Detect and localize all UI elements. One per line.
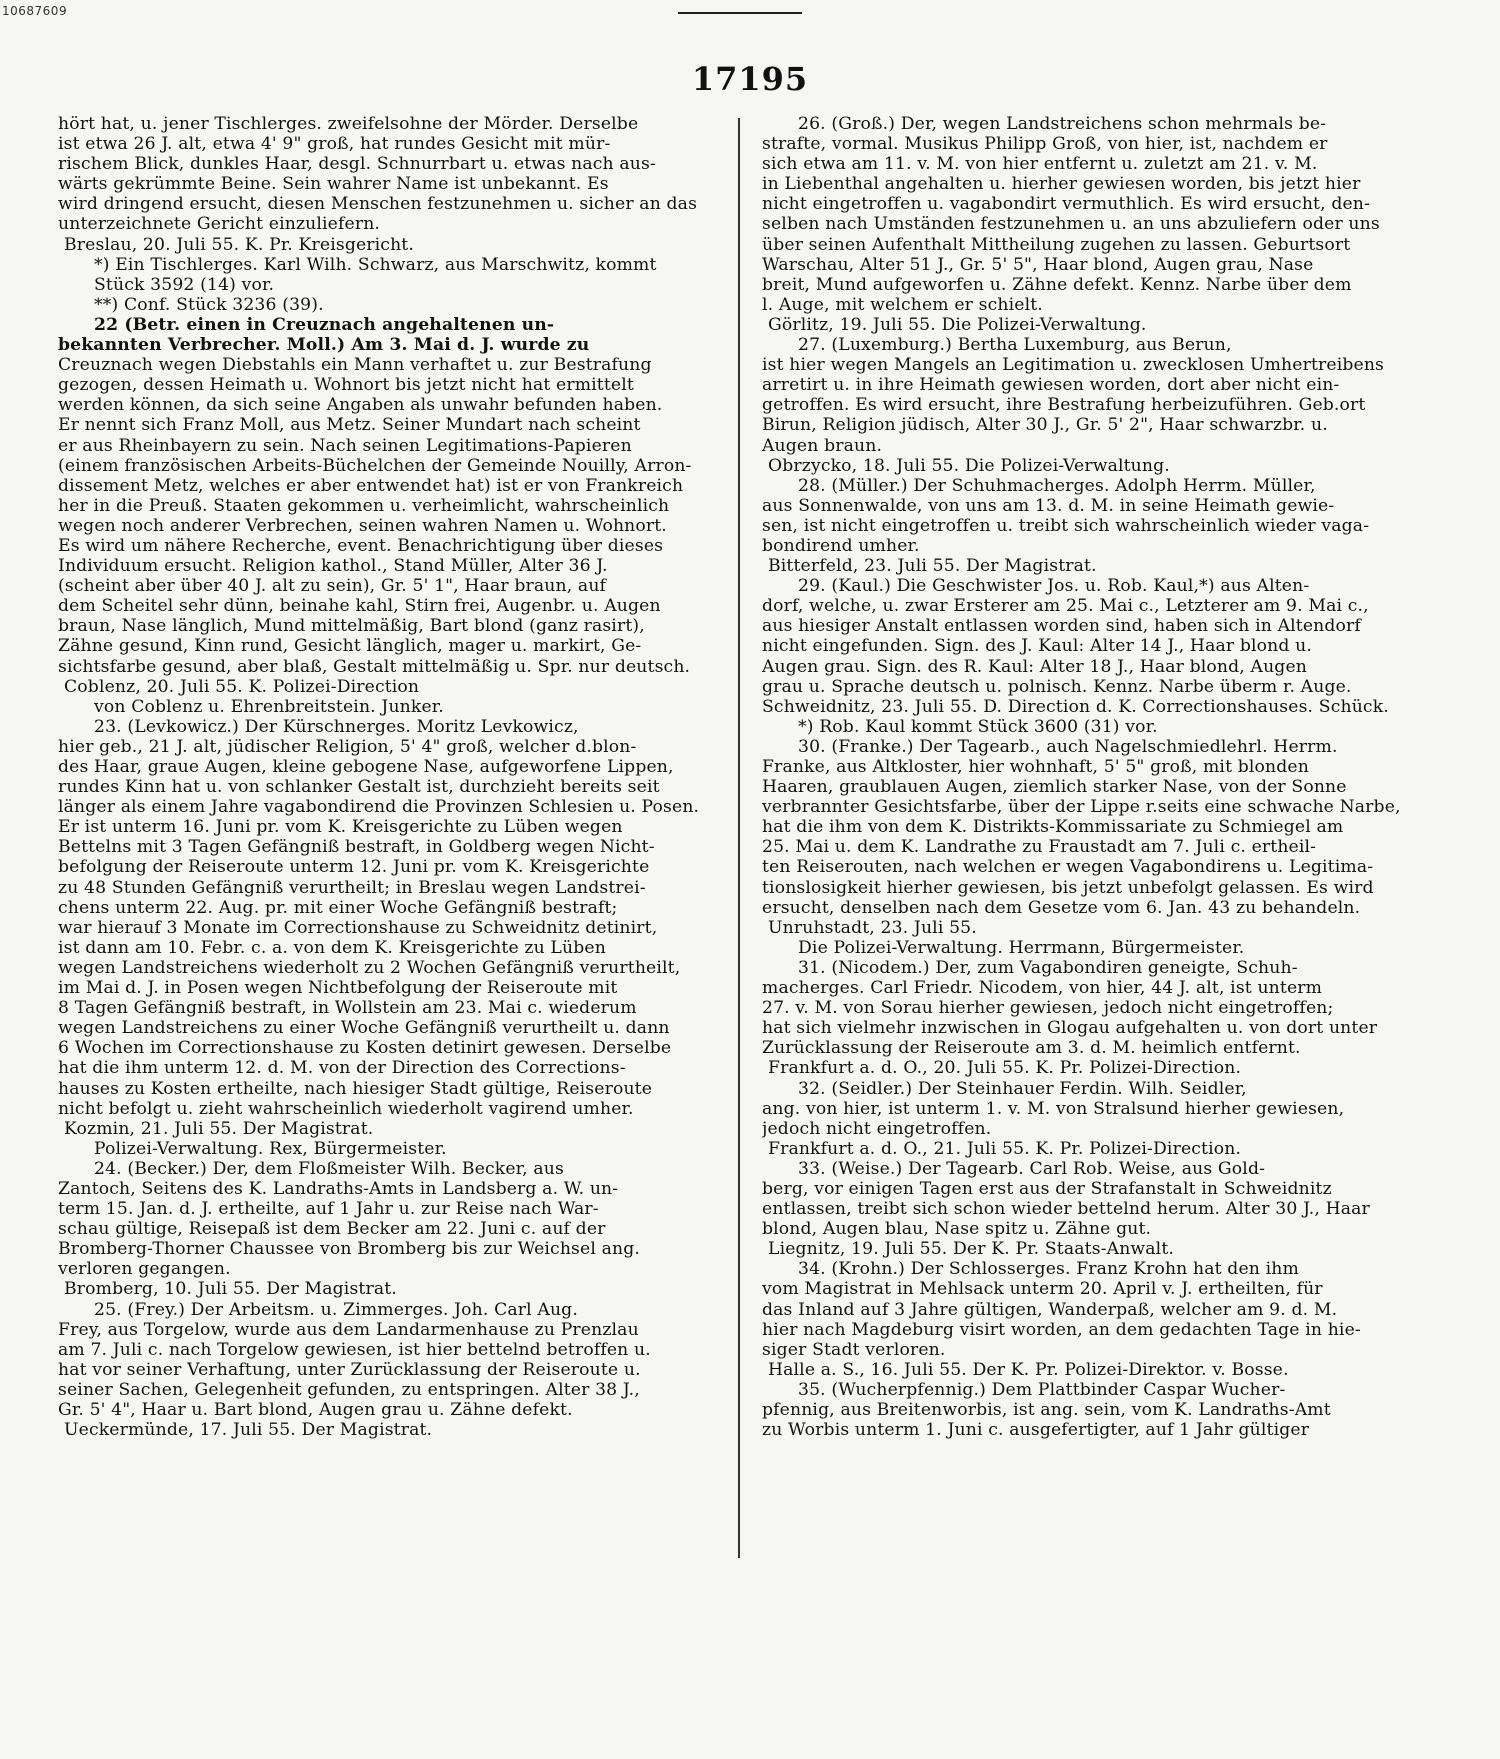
text-line: Ueckermünde, 17. Juli 55. Der Magistrat. xyxy=(64,1420,433,1441)
text-line: 35. (Wucherpfennig.) Dem Plattbinder Caspar Wucher- xyxy=(798,1379,1286,1400)
text-line: Schweidnitz, 23. Juli 55. D. Direction d. K. Correctionshauses. Schück. xyxy=(762,696,1389,717)
text-line: Bromberg-Thorner Chaussee von Bromberg bis zur Weichsel ang. xyxy=(58,1239,640,1260)
text-line: macherges. Carl Friedr. Nicodem, von hier, 44 J. alt, ist unterm xyxy=(762,978,1323,999)
text-line: wegen Landstreichens wiederholt zu 2 Wochen Gefängniß verurtheilt, xyxy=(58,957,681,978)
text-line: *) Rob. Kaul kommt Stück 3600 (31) vor. xyxy=(798,716,1158,737)
text-line: Liegnitz, 19. Juli 55. Der K. Pr. Staats-Anwalt. xyxy=(768,1239,1174,1260)
text-line: hört hat, u. jener Tischlerges. zweifelsohne der Mörder. Derselbe xyxy=(58,114,639,134)
text-line: ang. von hier, ist unterm 1. v. M. von Stralsund hierher gewiesen, xyxy=(762,1098,1345,1119)
text-line: Unruhstadt, 23. Juli 55. xyxy=(768,917,977,938)
text-line: grau u. Sprache deutsch u. polnisch. Kennz. Narbe überm r. Auge. xyxy=(762,676,1352,697)
text-line: jedoch nicht eingetroffen. xyxy=(762,1118,992,1139)
text-line: zu Worbis unterm 1. Juni c. ausgefertigter, auf 1 Jahr gültiger xyxy=(762,1420,1310,1441)
text-line: Er nennt sich Franz Moll, aus Metz. Seiner Mundart nach scheint xyxy=(58,415,641,436)
right-column xyxy=(762,114,1448,1440)
text-line: wird dringend ersucht, diesen Menschen festzunehmen u. sicher an das xyxy=(58,194,698,215)
text-line: **) Conf. Stück 3236 (39). xyxy=(94,294,324,315)
text-line: (scheint aber über 40 J. alt zu sein), Gr. 5' 1", Haar braun, auf xyxy=(58,576,607,597)
text-line: des Haar, graue Augen, kleine gebogene Nase, aufgeworfene Lippen, xyxy=(58,757,674,777)
text-line: Individuum ersucht. Religion kathol., Stand Müller, Alter 36 J. xyxy=(58,556,608,577)
text-line: seiner Sachen, Gelegenheit gefunden, zu entspringen. Alter 38 J., xyxy=(58,1379,640,1400)
text-line: Warschau, Alter 51 J., Gr. 5' 5", Haar blond, Augen grau, Nase xyxy=(762,254,1314,275)
text-line: Kozmin, 21. Juli 55. Der Magistrat. xyxy=(64,1118,374,1139)
text-line: Franke, aus Altkloster, hier wohnhaft, 5' 5" groß, mit blonden xyxy=(762,757,1309,777)
text-line: rischem Blick, dunkles Haar, desgl. Schnurrbart u. etwas nach aus- xyxy=(58,154,656,175)
text-line: nicht eingetroffen u. vagabondirt vermuthlich. Es wird ersucht, den- xyxy=(762,194,1370,215)
text-line: Gr. 5' 4", Haar u. Bart blond, Augen grau u. Zähne defekt. xyxy=(58,1400,573,1420)
text-line: sichtsfarbe gesund, aber blaß, Gestalt mittelmäßig u. Spr. nur deutsch. xyxy=(58,656,691,677)
top-rule xyxy=(678,12,802,14)
text-line: chens unterm 22. Aug. pr. mit einer Woche Gefängniß bestraft; xyxy=(58,897,618,918)
text-line: Zantoch, Seitens des K. Landraths-Amts in Landsberg a. W. un- xyxy=(58,1178,619,1199)
text-line: 24. (Becker.) Der, dem Floßmeister Wilh. Becker, aus xyxy=(94,1158,564,1179)
text-line: wegen Landstreichens zu einer Woche Gefängniß verurtheilt u. dann xyxy=(58,1018,670,1039)
text-line: Frey, aus Torgelow, wurde aus dem Landarmenhause zu Prenzlau xyxy=(58,1319,639,1340)
text-line: Zurücklassung der Reiseroute am 3. d. M. heimlich entfernt. xyxy=(762,1038,1301,1059)
text-line: Görlitz, 19. Juli 55. Die Polizei-Verwaltung. xyxy=(768,314,1147,335)
text-line: ersucht, denselben nach dem Gesetze vom 6. Jan. 43 zu behandeln. xyxy=(762,897,1361,918)
text-line: 31. (Nicodem.) Der, zum Vagabondiren geneigte, Schuh- xyxy=(798,957,1298,978)
text-line: 32. (Seidler.) Der Steinhauer Ferdin. Wilh. Seidler, xyxy=(798,1078,1247,1099)
text-line: Bromberg, 10. Juli 55. Der Magistrat. xyxy=(64,1279,397,1300)
text-line: dem Scheitel sehr dünn, beinahe kahl, Stirn frei, Augenbr. u. Augen xyxy=(58,596,661,617)
text-line: Polizei-Verwaltung. Rex, Bürgermeister. xyxy=(94,1138,447,1159)
text-line: 30. (Franke.) Der Tagearb., auch Nagelschmiedlehrl. Herrm. xyxy=(798,736,1338,757)
text-line: strafte, vormal. Musikus Philipp Groß, von hier, ist, nachdem er xyxy=(762,134,1328,155)
text-line: breit, Mund aufgeworfen u. Zähne defekt. Kennz. Narbe über dem xyxy=(762,274,1352,295)
text-line: 27. (Luxemburg.) Bertha Luxemburg, aus Berun, xyxy=(798,335,1232,356)
text-line: Augen grau. Sign. des R. Kaul: Alter 18 J., Haar blond, Augen xyxy=(762,656,1307,677)
text-line: Er ist unterm 16. Juni pr. vom K. Kreisgerichte zu Lüben wegen xyxy=(58,817,623,838)
text-line: unterzeichnete Gericht einzuliefern. xyxy=(58,214,381,235)
text-line: gezogen, dessen Heimath u. Wohnort bis jetzt nicht hat ermittelt xyxy=(58,375,634,396)
text-line: Stück 3592 (14) vor. xyxy=(94,274,275,295)
text-line: Frankfurt a. d. O., 21. Juli 55. K. Pr. Polizei-Direction. xyxy=(768,1138,1242,1159)
text-line: 29. (Kaul.) Die Geschwister Jos. u. Rob. Kaul,*) aus Alten- xyxy=(798,576,1310,597)
text-line: über seinen Aufenthalt Mittheilung zugehen zu lassen. Geburtsort xyxy=(762,234,1351,255)
text-line: 22 (Betr. einen in Creuznach angehaltenen un- xyxy=(94,314,555,335)
text-line: Coblenz, 20. Juli 55. K. Polizei-Direction xyxy=(64,676,420,697)
text-line: nicht befolgt u. zieht wahrscheinlich wiederholt vagirend umher. xyxy=(58,1098,634,1119)
text-line: dorf, welche, u. zwar Ersterer am 25. Mai c., Letzterer am 9. Mai c., xyxy=(762,596,1369,617)
page-number: 17195 xyxy=(691,60,809,98)
text-line: Haaren, graublauen Augen, ziemlich starker Nase, von der Sonne xyxy=(762,777,1347,798)
text-line: ist dann am 10. Febr. c. a. von dem K. Kreisgerichte zu Lüben xyxy=(58,937,606,958)
text-line: hat vor seiner Verhaftung, unter Zurücklassung der Reiseroute u. xyxy=(58,1359,641,1380)
text-line: 26. (Groß.) Der, wegen Landstreichens schon mehrmals be- xyxy=(798,114,1327,134)
text-line: blond, Augen blau, Nase spitz u. Zähne gut. xyxy=(762,1219,1152,1240)
text-line: befolgung der Reiseroute unterm 12. Juni pr. vom K. Kreisgerichte xyxy=(58,857,650,878)
text-line: Obrzycko, 18. Juli 55. Die Polizei-Verwaltung. xyxy=(768,455,1170,476)
text-line: im Mai d. J. in Posen wegen Nichtbefolgung der Reiseroute mit xyxy=(58,978,618,999)
text-line: Frankfurt a. d. O., 20. Juli 55. K. Pr. Polizei-Direction. xyxy=(768,1058,1242,1079)
text-line: bondirend umher. xyxy=(762,535,920,556)
text-line: Halle a. S., 16. Juli 55. Der K. Pr. Polizei-Direktor. v. Bosse. xyxy=(768,1359,1289,1380)
text-line: 27. v. M. von Sorau hierher gewiesen, jedoch nicht eingetroffen; xyxy=(762,998,1334,1019)
text-line: hat sich vielmehr inzwischen in Glogau aufgehalten u. von dort unter xyxy=(762,1018,1378,1039)
text-line: hat die ihm unterm 12. d. M. von der Direction des Corrections- xyxy=(58,1058,626,1079)
text-line: 28. (Müller.) Der Schuhmacherges. Adolph Herrm. Müller, xyxy=(798,475,1316,496)
text-line: er aus Rheinbayern zu sein. Nach seinen Legitimations-Papieren xyxy=(58,435,632,456)
text-line: hier geb., 21 J. alt, jüdischer Religion, 5' 4" groß, welcher d.blon- xyxy=(58,736,637,757)
text-line: Bettelns mit 3 Tagen Gefängniß bestraft, in Goldberg wegen Nicht- xyxy=(58,837,655,858)
text-line: pfennig, aus Breitenworbis, ist ang. sein, vom K. Landraths-Amt xyxy=(762,1400,1331,1420)
text-line: das Inland auf 3 Jahre gültigen, Wanderpaß, welcher am 9. d. M. xyxy=(762,1299,1338,1320)
text-line: Breslau, 20. Juli 55. K. Pr. Kreisgericht. xyxy=(64,234,414,255)
text-line: 6 Wochen im Correctionshause zu Kosten detinirt gewesen. Derselbe xyxy=(58,1038,672,1059)
text-line: bekannten Verbrecher. Moll.) Am 3. Mai d. J. wurde zu xyxy=(58,335,590,356)
text-line: schau gültige, Reisepaß ist dem Becker am 22. Juni c. auf der xyxy=(58,1219,606,1240)
text-line: berg, vor einigen Tagen erst aus der Strafanstalt in Schweidnitz xyxy=(762,1178,1332,1199)
text-line: wegen noch anderer Verbrechen, seinen wahren Namen u. Wohnort. xyxy=(58,515,667,536)
text-line: vom Magistrat in Mehlsack unterm 20. April v. J. ertheilten, für xyxy=(762,1279,1323,1300)
text-line: ten Reiserouten, nach welchen er wegen Vagabondirens u. Legitima- xyxy=(762,857,1374,878)
text-line: Creuznach wegen Diebstahls ein Mann verhaftet u. zur Bestrafung xyxy=(58,355,652,376)
text-line: 25. Mai u. dem K. Landrathe zu Fraustadt am 7. Juli c. ertheil- xyxy=(762,837,1317,858)
text-line: wärts gekrümmte Beine. Sein wahrer Name ist unbekannt. Es xyxy=(58,174,609,195)
text-line: arretirt u. in ihre Heimath gewiesen worden, dort aber nicht ein- xyxy=(762,375,1340,396)
text-line: 8 Tagen Gefängniß bestraft, in Wollstein am 23. Mai c. wiederum xyxy=(58,998,637,1019)
text-line: am 7. Juli c. nach Torgelow gewiesen, ist hier bettelnd betroffen u. xyxy=(58,1339,651,1360)
text-line: nicht eingefunden. Sign. des J. Kaul: Alter 14 J., Haar blond u. xyxy=(762,636,1312,657)
text-line: l. Auge, mit welchem er schielt. xyxy=(762,294,1043,315)
text-line: Birun, Religion jüdisch, Alter 30 J., Gr. 5' 2", Haar schwarzbr. u. xyxy=(762,415,1328,436)
text-line: sen, ist nicht eingetroffen u. treibt sich wahrscheinlich wieder vaga- xyxy=(762,515,1370,536)
text-line: aus hiesiger Anstalt entlassen worden sind, haben sich in Altendorf xyxy=(762,616,1361,637)
text-line: 25. (Frey.) Der Arbeitsm. u. Zimmerges. Joh. Carl Aug. xyxy=(94,1299,578,1320)
text-line: war hierauf 3 Monate im Correctionshause zu Schweidnitz detinirt, xyxy=(58,917,658,938)
text-line: 23. (Levkowicz.) Der Kürschnerges. Moritz Levkowicz, xyxy=(94,716,579,737)
text-line: siger Stadt verloren. xyxy=(762,1339,946,1360)
text-line: Zähne gesund, Kinn rund, Gesicht länglich, mager u. markirt, Ge- xyxy=(58,636,642,657)
text-line: term 15. Jan. d. J. ertheilte, auf 1 Jahr u. zur Reise nach War- xyxy=(58,1199,599,1220)
text-line: von Coblenz u. Ehrenbreitstein. Junker. xyxy=(94,696,444,717)
text-line: rundes Kinn hat u. von schlanker Gestalt ist, durchzieht bereits seit xyxy=(58,777,660,798)
column-divider xyxy=(738,118,740,1558)
text-line: dissement Metz, welches er aber entwendet hat) ist er von Frankreich xyxy=(58,475,684,496)
text-line: braun, Nase länglich, Mund mittelmäßig, Bart blond (ganz rasirt), xyxy=(58,616,645,637)
text-line: her in die Preuß. Staaten gekommen u. verheimlicht, wahrscheinlich xyxy=(58,495,670,516)
text-line: hat die ihm von dem K. Distrikts-Kommissariate zu Schmiegel am xyxy=(762,817,1344,838)
text-line: entlassen, treibt sich schon wieder bettelnd herum. Alter 30 J., Haar xyxy=(762,1199,1370,1220)
text-line: verloren gegangen. xyxy=(58,1259,231,1280)
text-line: 33. (Weise.) Der Tagearb. Carl Rob. Weise, aus Gold- xyxy=(798,1158,1266,1179)
text-line: sich etwa am 11. v. M. von hier entfernt u. zuletzt am 21. v. M. xyxy=(762,154,1318,175)
text-line: hier nach Magdeburg visirt worden, an dem gedachten Tage in hie- xyxy=(762,1319,1361,1340)
text-line: selben nach Umständen festzunehmen u. an uns abzuliefern oder uns xyxy=(762,214,1380,235)
text-line: länger als einem Jahre vagabondirend die Provinzen Schlesien u. Posen. xyxy=(58,797,700,818)
text-line: in Liebenthal angehalten u. hierher gewiesen worden, bis jetzt hier xyxy=(762,174,1361,195)
text-line: aus Sonnenwalde, von uns am 13. d. M. in seine Heimath gewie- xyxy=(762,495,1335,516)
text-line: getroffen. Es wird ersucht, ihre Bestrafung herbeizuführen. Geb.ort xyxy=(762,395,1366,416)
text-line: ist hier wegen Mangels an Legitimation u. zwecklosen Umhertreibens xyxy=(762,355,1385,376)
text-line: *) Ein Tischlerges. Karl Wilh. Schwarz, aus Marschwitz, kommt xyxy=(94,254,657,275)
text-line: 34. (Krohn.) Der Schlosserges. Franz Krohn hat den ihm xyxy=(798,1259,1299,1280)
text-line: Bitterfeld, 23. Juli 55. Der Magistrat. xyxy=(768,556,1097,577)
text-line: hauses zu Kosten ertheilte, nach hiesiger Stadt gültige, Reiseroute xyxy=(58,1078,653,1099)
text-line: Die Polizei-Verwaltung. Herrmann, Bürgermeister. xyxy=(798,937,1245,958)
text-line: tionslosigkeit hierher gewiesen, bis jetzt unbefolgt gelassen. Es wird xyxy=(762,877,1374,898)
text-line: ist etwa 26 J. alt, etwa 4' 9" groß, hat rundes Gesicht mit mür- xyxy=(58,134,611,155)
left-column xyxy=(58,114,740,1440)
text-line: Augen braun. xyxy=(762,435,883,456)
text-line: zu 48 Stunden Gefängniß verurtheilt; in Breslau wegen Landstrei- xyxy=(58,877,646,898)
document-id: 10687609 xyxy=(2,4,68,18)
text-line: werden können, da sich seine Angaben als unwahr befunden haben. xyxy=(58,395,663,416)
text-line: verbrannter Gesichtsfarbe, über der Lippe r.seits eine schwache Narbe, xyxy=(762,797,1401,818)
text-line: (einem französischen Arbeits-Büchelchen der Gemeinde Nouilly, Arron- xyxy=(58,455,692,476)
text-line: Es wird um nähere Recherche, event. Benachrichtigung über dieses xyxy=(58,535,664,556)
